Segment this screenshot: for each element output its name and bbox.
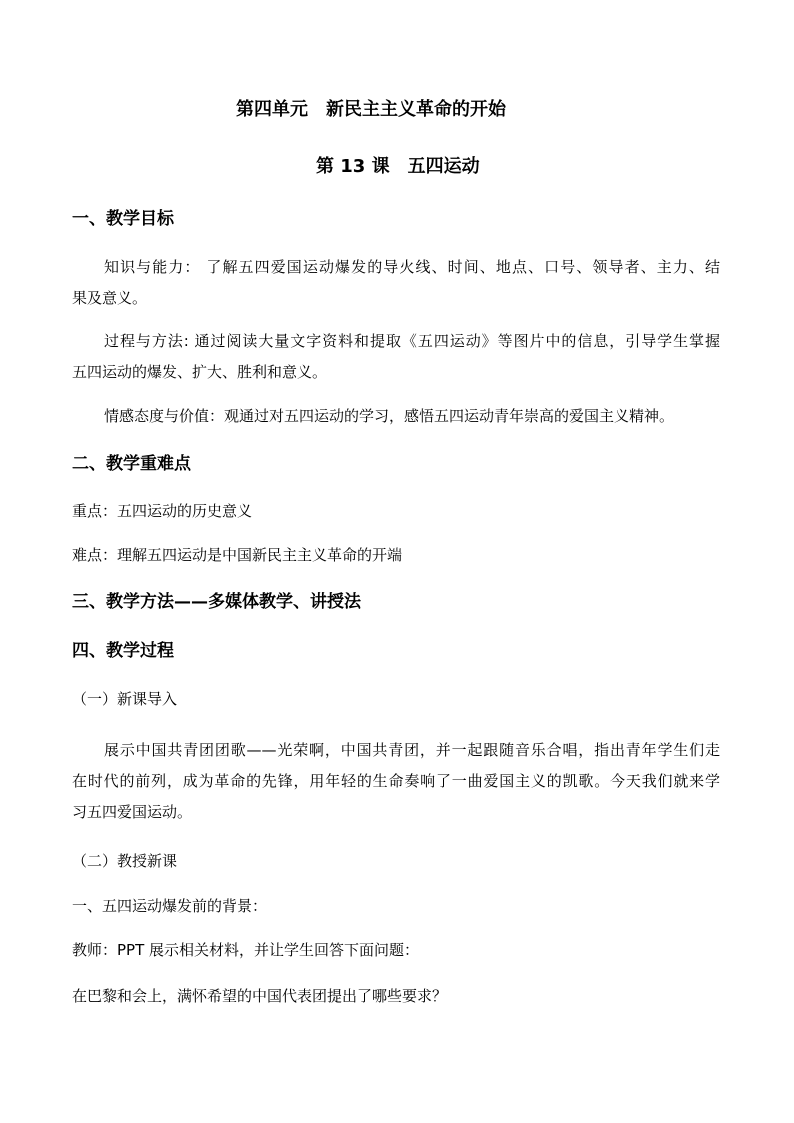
objective-knowledge-line1: 知识与能力： 了解五四爱国运动爆发的导火线、时间、地点、口号、领导者、主力、结 [104, 258, 720, 276]
section-heading-process: 四、教学过程 [72, 641, 174, 661]
lesson-title: 第 13 课 五四运动 [316, 156, 480, 177]
section-heading-methods: 三、教学方法——多媒体教学、讲授法 [72, 592, 361, 612]
objective-knowledge-line2: 果及意义。 [72, 289, 148, 307]
section-heading-objectives: 一、教学目标 [72, 209, 174, 229]
background-heading: 一、五四运动爆发前的背景： [72, 897, 268, 915]
intro-paragraph-line2: 在时代的前列，成为革命的先锋，用年轻的生命奏响了一曲爱国主义的凯歌。今天我们就来学 [72, 772, 720, 790]
section-heading-key-points: 二、教学重难点 [72, 454, 191, 474]
key-point-important: 重点：五四运动的历史意义 [72, 502, 253, 520]
subsection-new-lesson: （二）教授新课 [72, 852, 178, 870]
intro-paragraph-line1: 展示中国共青团团歌——光荣啊，中国共青团，并一起跟随音乐合唱，指出青年学生们走 [104, 741, 720, 759]
subsection-intro: （一）新课导入 [72, 690, 178, 708]
unit-title: 第四单元 新民主主义革命的开始 [236, 99, 506, 120]
intro-paragraph-line3: 习五四爱国运动。 [72, 803, 193, 821]
objective-process-line2: 五四运动的爆发、扩大、胜利和意义。 [72, 363, 328, 381]
objective-process-line1: 过程与方法: 通过阅读大量文字资料和提取《五四运动》等图片中的信息，引导学生掌握 [104, 332, 720, 350]
teacher-instruction: 教师：PPT 展示相关材料，并让学生回答下面问题： [72, 941, 420, 959]
discussion-question: 在巴黎和会上，满怀希望的中国代表团提出了哪些要求？ [72, 987, 448, 1005]
objective-emotion-line1: 情感态度与价值：观通过对五四运动的学习，感悟五四运动青年崇高的爱国主义精神。 [104, 407, 675, 425]
key-point-difficult: 难点：理解五四运动是中国新民主主义革命的开端 [72, 546, 403, 564]
